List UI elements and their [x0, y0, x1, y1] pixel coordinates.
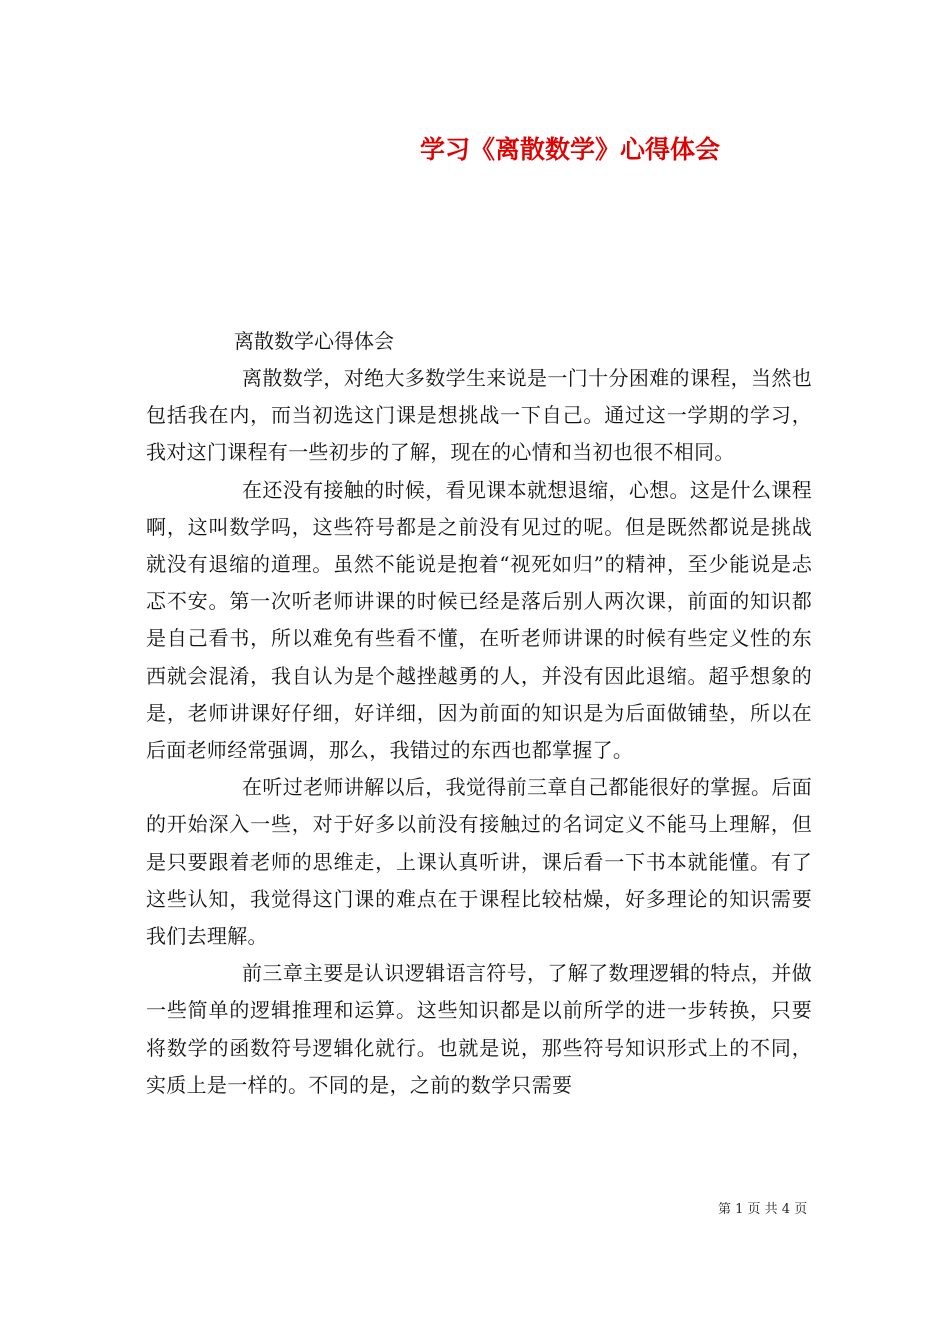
document-subtitle: 离散数学心得体会: [234, 329, 394, 353]
document-body: [146, 322, 812, 1104]
paragraph: 在听过老师讲解以后，我觉得前三章自己都能很好的掌握。后面的开始深入一些，对于好多以前没有接触过的名词定义不能马上理解，但是只要跟着老师的思维走，上课认真听讲，课后看一下书本就能懂。有了这些认知，我觉得这门课的难点在于课程比较枯燥，好多理论的知识需要我们去理解。: [146, 775, 812, 949]
paragraph: 离散数学，对绝大多数学生来说是一门十分困难的课程，当然也包括我在内，而当初选这门课是想挑战一下自己。通过这一学期的学习，我对这门课程有一些初步的了解，现在的心情和当初也很不相同。: [146, 366, 812, 465]
document-title: 学习《离散数学》心得体会: [419, 135, 720, 164]
paragraph: 在还没有接触的时候，看见课本就想退缩，心想。这是什么课程啊，这叫数学吗，这些符号都是之前没有见过的呢。但是既然都说是挑战就没有退缩的道理。虽然不能说是抱着“视死如归”的精神，至少能说是忐忑不安。第一次听老师讲课的时候已经是落后别人两次课，前面的知识都是自己看书，所以难免有些看不懂，在听老师讲课的时候有些定义性的东西就会混淆，我自认为是个越挫越勇的人，并没有因此退缩。超乎想象的是，老师讲课好仔细，好详细，因为前面的知识是为后面做铺垫，所以在后面老师经常强调，那么，我错过的东西也都掌握了。: [146, 477, 812, 763]
paragraph: 前三章主要是认识逻辑语言符号，了解了数理逻辑的特点，并做一些简单的逻辑推理和运算。这些知识都是以前所学的进一步转换，只要将数学的函数符号逻辑化就行。也就是说，那些符号知识形式上的不同，实质上是一样的。不同的是，之前的数学只需要: [146, 961, 812, 1097]
page-number: 第 1 页 共 4 页: [718, 1202, 808, 1217]
